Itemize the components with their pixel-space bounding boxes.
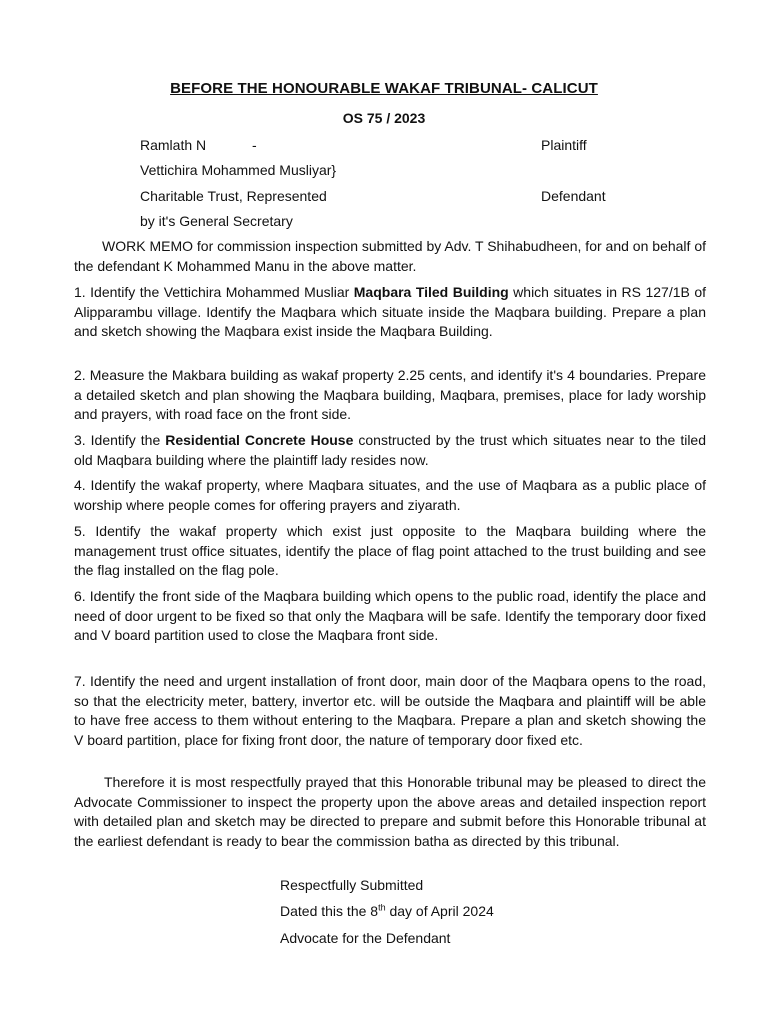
case-number: OS 75 / 2023: [342, 110, 426, 126]
defendant-name-line3: by it's General Secretary: [140, 213, 293, 229]
signature-respectfully: Respectfully Submitted: [280, 877, 424, 893]
date-ordinal: th: [378, 902, 386, 913]
item-3-text-b: constructed by the trust which situates near to the tiled old Maqbara building where the plaintiff lady resides now.: [74, 432, 706, 468]
item-7: 7. Identify the need and urgent installation of front door, main door of the Maqbara opens to the road, so that the electricity meter, battery, invertor etc. will be outside the Maqbara and plaintiff will be able to have free access to them without entering to the Maqbara. Prepare a plan and sketch showing the V board partition, place for fixing front door, the nature of temporary door fixed etc.: [74, 673, 706, 748]
item-1-bold: Maqbara Tiled Building: [353, 284, 509, 300]
item-6: 6. Identify the front side of the Maqbara building which opens to the public road, identify the place and need of door urgent to be fixed so that only the Maqbara will be safe. Identify the temporary door fixed and V board partition used to close the Maqbara front side.: [74, 588, 706, 643]
signature-date: [280, 903, 494, 919]
item-5: 5. Identify the wakaf property which exist just opposite to the Maqbara building where the management trust office situates, identify the place of flag point attached to the trust building and see the flag installed on the flag pole.: [74, 523, 706, 578]
plaintiff-role: Plaintiff: [541, 137, 587, 153]
defendant-name-line1: Vettichira Mohammed Musliyar}: [140, 162, 337, 178]
item-1-text-a: 1. Identify the Vettichira Mohammed Musliar: [74, 284, 354, 300]
item-1: [74, 283, 706, 342]
prayer-paragraph: Therefore it is most respectfully prayed that this Honorable tribunal may be pleased to direct the Advocate Commissioner to inspect the property upon the above areas and detailed inspection report with detailed plan and sketch may be directed to prepare and submit before this Honorable tribunal at the earliest defendant is ready to bear the commission batha as directed by this tribunal.: [74, 774, 706, 849]
item-3: [74, 431, 706, 470]
document-title: BEFORE THE HONOURABLE WAKAF TRIBUNAL- CALICUT: [170, 80, 598, 97]
defendant-name-line2: Charitable Trust, Represented: [140, 188, 327, 204]
item-1-text-b: which situates in RS 127/1B of Alipparambu village. Identify the Maqbara which situate inside the Maqbara building. Prepare a plan and sketch showing the Maqbara exist inside the Maqbara Building.: [74, 284, 706, 339]
plaintiff-name: Ramlath N: [140, 137, 207, 153]
item-3-text-a: 3. Identify the: [74, 432, 166, 448]
item-2: 2. Measure the Makbara building as wakaf property 2.25 cents, and identify it's 4 boundaries. Prepare a detailed sketch and plan showing the Maqbara building, Maqbara, premises, place for lady worship and prayers, with road face on the front side.: [74, 367, 706, 422]
item-3-bold: Residential Concrete House: [165, 432, 354, 448]
party-separator: -: [252, 137, 257, 153]
date-suffix: day of April 2024: [385, 903, 494, 919]
defendant-role: Defendant: [541, 188, 606, 204]
date-prefix: Dated this the 8: [280, 903, 379, 919]
signature-advocate: Advocate for the Defendant: [280, 930, 451, 946]
item-4: 4. Identify the wakaf property, where Maqbara situates, and the use of Maqbara as a public place of worship where people comes for offering prayers and ziyarath.: [74, 477, 706, 513]
intro-paragraph: WORK MEMO for commission inspection submitted by Adv. T Shihabudheen, for and on behalf of the defendant K Mohammed Manu in the above matter.: [74, 238, 706, 274]
